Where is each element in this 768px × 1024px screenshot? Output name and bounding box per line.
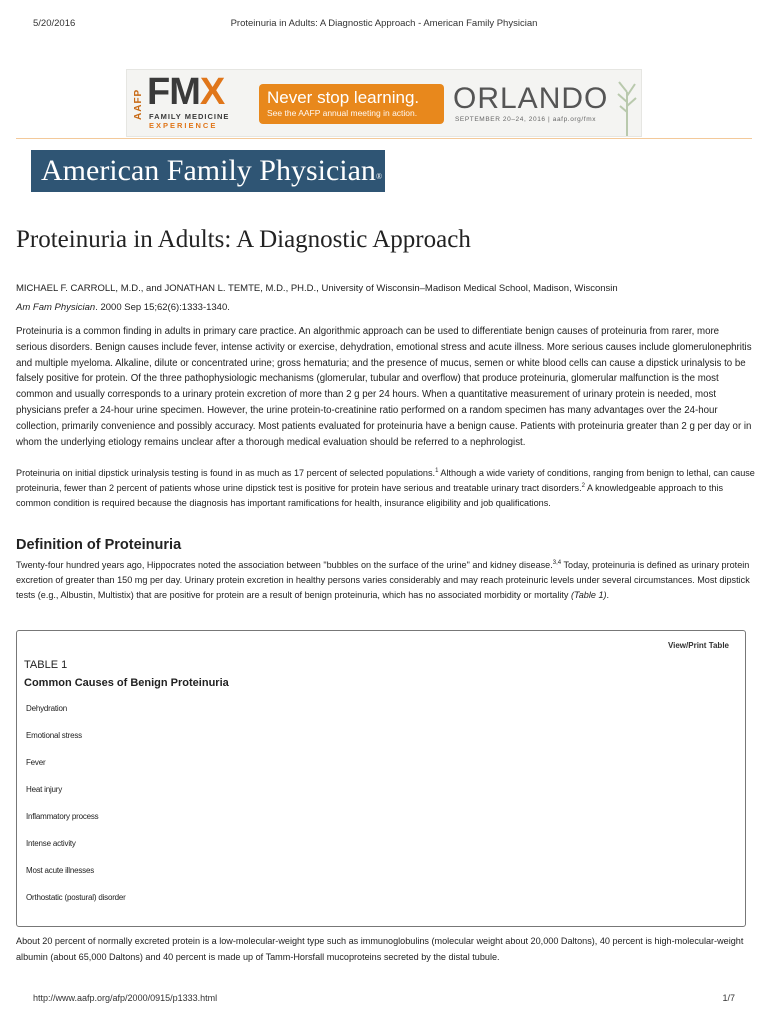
- table-title: Common Causes of Benign Proteinuria: [24, 677, 229, 689]
- fmx-logo: [147, 70, 224, 114]
- list-item: Emotional stress: [26, 731, 82, 740]
- fmx-logo-main: FM: [147, 71, 200, 113]
- print-header: [0, 18, 768, 32]
- banner-city: ORLANDO: [453, 82, 609, 115]
- definition-text-end: .: [606, 590, 610, 601]
- fmx-subtitle-2: EXPERIENCE: [149, 121, 218, 130]
- banner-cta-subtext: See the AAFP annual meeting in action.: [267, 108, 418, 118]
- journal-logo-text: American Family Physician: [41, 154, 376, 187]
- intro-text-a: Proteinuria on initial dipstick urinalysis testing is found in as much as 17 percent of selected populations.: [16, 468, 436, 478]
- protein-composition-paragraph: About 20 percent of normally excreted protein is a low-molecular-weight type such as immunoglobulins (molecular weight about 20,000 Daltons), 40 percent is high-molecular-weight albumin (about 65,000 Daltons) and 40 percent is made up of Tamm-Horsfall mucoproteins secreted by the distal tubule.: [16, 936, 744, 962]
- definition-paragraph: [16, 558, 752, 604]
- aafp-logo: AAFP: [133, 88, 144, 120]
- table-1-link[interactable]: (Table 1): [570, 590, 607, 601]
- article-citation: [16, 302, 230, 313]
- reference-link-1[interactable]: 1: [435, 468, 439, 474]
- definition-text-b: Today, proteinuria is defined as urinary protein excretion of greater than 150 mg per day. Urinary protein excretion in healthy persons varies considerably and may reach proteinuric levels under several circumstances. Most dipstick tests (e.g., Albustin, Multistix) that are positive for protein are a result of benign proteinuria, which has no associated morbidity or mortality: [16, 560, 750, 601]
- page-url[interactable]: http://www.aafp.org/afp/2000/0915/p1333.html: [33, 993, 218, 1003]
- banner-cta[interactable]: [259, 84, 444, 124]
- header-divider: [16, 138, 752, 139]
- palm-leaf-icon: [617, 72, 637, 136]
- section-heading-definition: Definition of Proteinuria: [16, 537, 182, 553]
- fmx-ad-banner[interactable]: [126, 69, 642, 137]
- fmx-subtitle-1: FAMILY MEDICINE: [149, 112, 230, 121]
- list-item: Dehydration: [26, 704, 67, 713]
- journal-logo[interactable]: [31, 150, 385, 192]
- list-item: Orthostatic (postural) disorder: [26, 893, 126, 902]
- table-1-box: [16, 630, 746, 927]
- reference-link-3-4[interactable]: 3,4: [552, 560, 562, 566]
- article-authors: MICHAEL F. CARROLL, M.D., and JONATHAN L. TEMTE, M.D., PH.D., University of Wisconsin–Madison Medical School, Madison, Wisconsin: [16, 283, 618, 294]
- banner-dates: SEPTEMBER 20–24, 2016 | aafp.org/fmx: [455, 116, 597, 123]
- fmx-logo-x: X: [199, 71, 225, 113]
- intro-paragraph: [16, 466, 756, 512]
- intro-text-b: Although a wide variety of conditions, ranging from benign to lethal, can cause proteinuria, fewer than 2 percent of patients whose urine dipstick test is positive for protein have serious and treatable urinary tract disorders.: [16, 468, 755, 494]
- list-item: Heat injury: [26, 785, 63, 794]
- print-page-title: Proteinuria in Adults: A Diagnostic Approach - American Family Physician: [230, 18, 538, 29]
- banner-cta-headline: Never stop learning.: [267, 88, 420, 107]
- article-abstract: Proteinuria is a common finding in adults in primary care practice. An algorithmic approach can be used to differentiate benign causes of proteinuria from rarer, more serious disorders. Benign causes include fever, intense activity or exercise, dehydration, emotional stress and acute illness. More serious causes include glomerulonephritis and multiple myeloma. Alkaline, dilute or concentrated urine; gross hematuria; and the presence of mucus, semen or white blood cells can cause a dipstick urinalysis to be falsely positive for protein. Of the three pathophysiologic mechanisms (glomerular, tubular and overflow) that produce proteinuria, glomerular malfunction is the most common and usually corresponds to a urinary protein excretion of more than 2 g per 24 hours. When a quantitative measurement of urinary protein is needed, most physicians prefer a 24-hour urine specimen. However, the urine protein-to-creatinine ratio performed on a random specimen has many advantages over the 24-hour collection, primarily convenience and possibly accuracy. Most patients evaluated for proteinuria have a benign cause. Patients with proteinuria greater than 2 g per day or in whom the underlying etiology remains unclear after a thorough medical evaluation should be referred to a nephrologist.: [16, 326, 752, 448]
- intro-text-c: A knowledgeable approach to this common condition is required because the diagnosis has important ramifications for health, insurance eligibility and job qualifications.: [16, 483, 723, 509]
- list-item: Intense activity: [26, 839, 76, 848]
- print-date: 5/20/2016: [33, 18, 76, 29]
- citation-details: . 2000 Sep 15;62(6):1333-1340.: [95, 302, 230, 313]
- view-print-table-link[interactable]: View/Print Table: [667, 641, 729, 650]
- reference-link-2[interactable]: 2: [581, 483, 585, 490]
- list-item: Fever: [26, 758, 46, 767]
- definition-text-a: Twenty-four hundred years ago, Hippocrates noted the association between "bubbles on the surface of the urine" and kidney disease.: [16, 560, 553, 570]
- page-number: 1/7: [722, 993, 735, 1003]
- article-title: Proteinuria in Adults: A Diagnostic Approach: [16, 226, 471, 253]
- journal-abbrev: Am Fam Physician: [16, 302, 96, 313]
- list-item: Most acute illnesses: [26, 866, 95, 875]
- print-footer: [0, 993, 768, 1007]
- registered-mark: ®: [375, 172, 383, 181]
- table-list: [26, 703, 626, 919]
- table-label: TABLE 1: [24, 659, 68, 671]
- list-item: Inflammatory process: [26, 812, 99, 821]
